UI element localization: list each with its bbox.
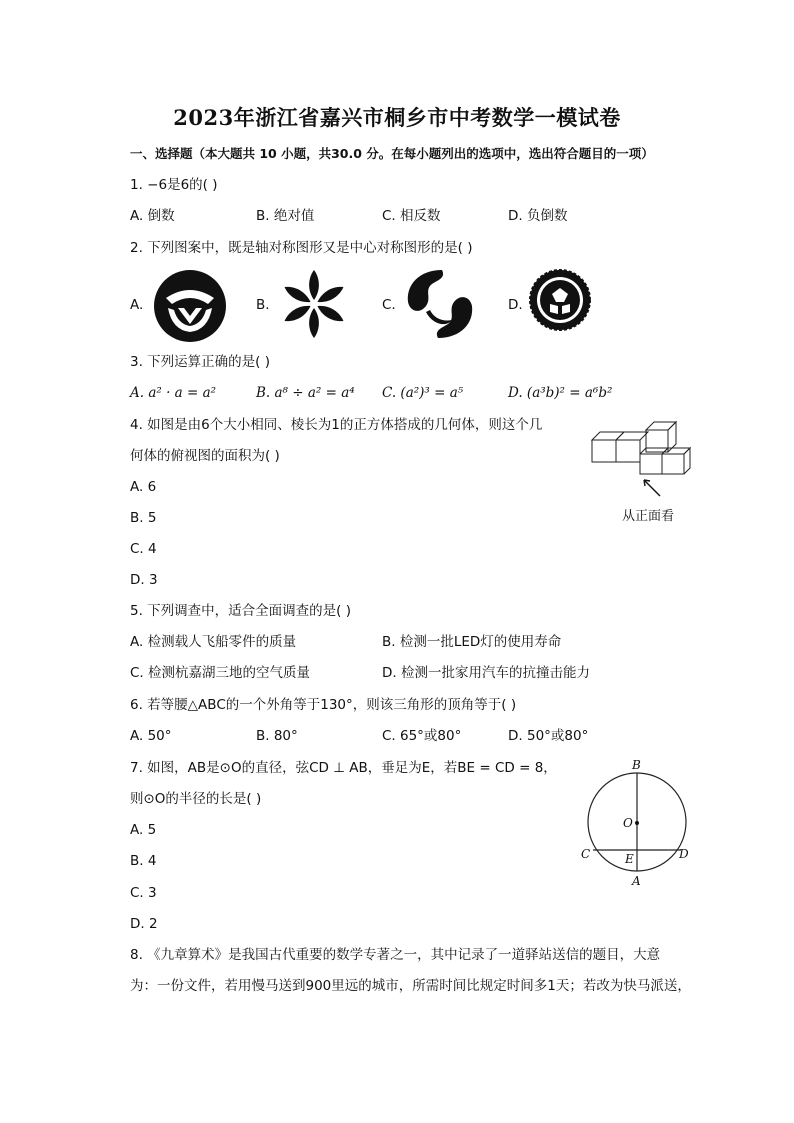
question-6-stem: 6. 若等腰△ABC的一个外角等于130°，则该三角形的顶角等于( )	[130, 697, 517, 713]
label-point-c: C	[581, 847, 591, 861]
q7-option-b: B. 4	[130, 853, 157, 869]
question-8-line1: 8. 《九章算术》是我国古代重要的数学专著之一，其中记录了一道驿站送信的题目，大意	[130, 947, 661, 963]
q3-option-c: C. (a²)³ = a⁵	[382, 385, 464, 401]
page-title: 2023年浙江省嘉兴市桐乡市中考数学一模试卷	[173, 105, 621, 130]
q4-option-b: B. 5	[130, 510, 157, 526]
q6-option-c: C. 65°或80°	[382, 728, 462, 744]
q5-option-d: D. 检测一批家用汽车的抗撞击能力	[382, 665, 590, 681]
q6-option-b: B. 80°	[256, 728, 298, 744]
q7-option-d: D. 2	[130, 916, 158, 932]
figure-c-swirl-icon	[402, 266, 478, 342]
question-1-stem: 1. −6是6的( )	[130, 177, 218, 193]
q6-option-d: D. 50°或80°	[508, 728, 589, 744]
q3-option-a: A. a² · a = a²	[130, 385, 217, 401]
q1-option-c: C. 相反数	[382, 208, 441, 224]
label-point-d: D	[679, 847, 689, 861]
question-7-stem-line2: 则⊙O的半径的长是( )	[130, 791, 262, 807]
q1-option-a: A. 倒数	[130, 208, 175, 224]
q4-option-c: C. 4	[130, 541, 157, 557]
circle-geometry-figure	[576, 758, 700, 892]
figure-caption-front-view: 从正面看	[622, 509, 675, 524]
q3-option-d: D. (a³b)² = a⁶b²	[508, 385, 613, 401]
q1-option-d: D. 负倒数	[508, 208, 568, 224]
question-5-stem: 5. 下列调查中，适合全面调查的是( )	[130, 603, 351, 619]
label-point-e: E	[625, 852, 634, 866]
label-point-a: A	[632, 874, 641, 888]
figure-d-gear-icon	[528, 268, 592, 332]
label-point-o: O	[623, 816, 633, 830]
q2-option-b: B.	[256, 297, 270, 313]
q2-option-d: D.	[508, 297, 523, 313]
q2-option-a: A.	[130, 297, 144, 313]
q5-option-c: C. 检测杭嘉湖三地的空气质量	[130, 665, 311, 681]
question-4-stem-line1: 4. 如图是由6个大小相同、棱长为1的正方体搭成的几何体，则这个几	[130, 417, 543, 433]
cube-solid-figure	[588, 418, 694, 500]
q7-option-c: C. 3	[130, 885, 157, 901]
figure-a-emblem-icon	[152, 268, 228, 344]
question-2-stem: 2. 下列图案中，既是轴对称图形又是中心对称图形的是( )	[130, 240, 473, 256]
q4-option-a: A. 6	[130, 479, 157, 495]
q2-option-c: C.	[382, 297, 396, 313]
q5-option-b: B. 检测一批LED灯的使用寿命	[382, 634, 562, 650]
question-8-line2: 为：一份文件，若用慢马送到900里远的城市，所需时间比规定时间多1天；若改为快马派送，	[130, 978, 691, 994]
figure-b-flower-icon	[276, 266, 352, 342]
q5-option-a: A. 检测载人飞船零件的质量	[130, 634, 297, 650]
question-3-stem: 3. 下列运算正确的是( )	[130, 354, 270, 370]
q3-option-b: B. a⁸ ÷ a² = a⁴	[256, 385, 355, 401]
section-heading: 一、选择题（本大题共 10 小题，共30.0 分。在每小题列出的选项中，选出符合题目的一项）	[130, 146, 654, 161]
label-point-b: B	[632, 758, 641, 772]
q6-option-a: A. 50°	[130, 728, 172, 744]
q4-option-d: D. 3	[130, 572, 158, 588]
question-7-stem-line1: 7. 如图，AB是⊙O的直径，弦CD ⊥ AB，垂足为E，若BE = CD = 8，	[130, 760, 557, 776]
q1-option-b: B. 绝对值	[256, 208, 315, 224]
q7-option-a: A. 5	[130, 822, 157, 838]
question-4-stem-line2: 何体的俯视图的面积为( )	[130, 448, 280, 464]
